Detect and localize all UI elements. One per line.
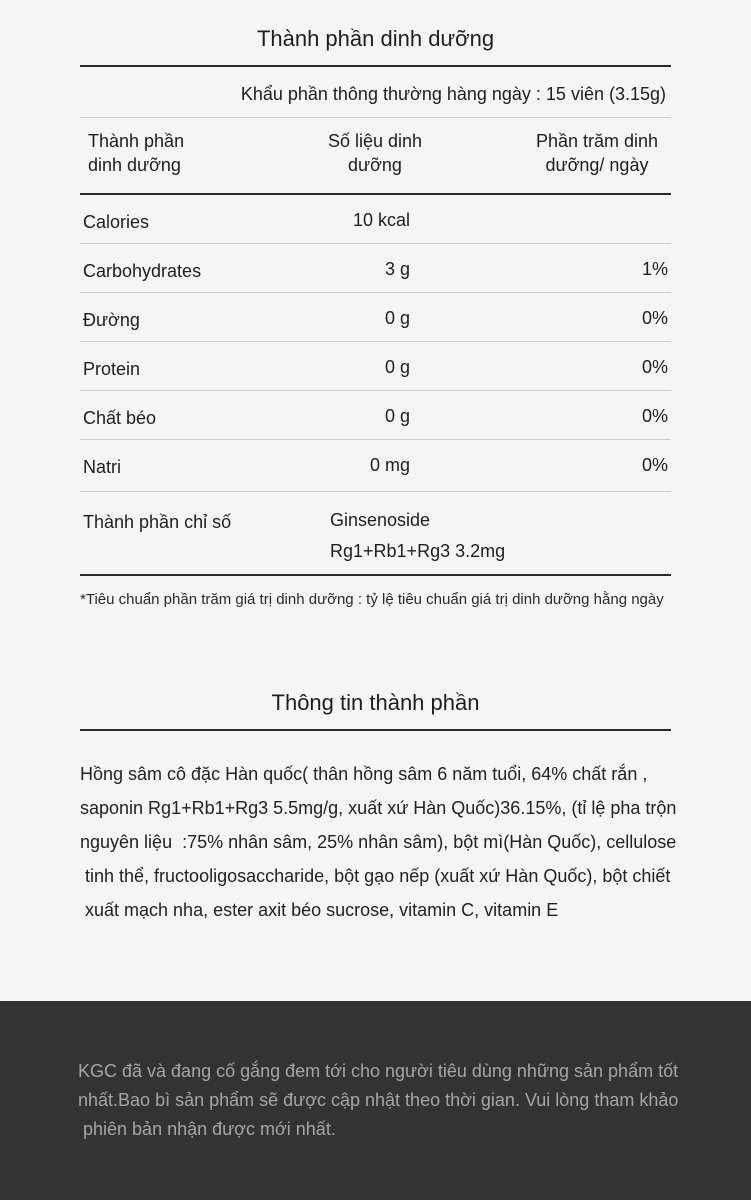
divider [80, 243, 671, 244]
row-value: 10 kcal [352, 210, 410, 230]
ingredients-title: Thông tin thành phần [271, 690, 480, 715]
ingredients-line: Hồng sâm cô đặc Hàn quốc( thân hồng sâm 6 năm tuổi, 64% chất rắn , [80, 764, 648, 784]
footer-line: nhất.Bao bì sản phẩm sẽ được cập nhật theo thời gian. Vui lòng tham khảo [78, 1090, 679, 1110]
nutrition-title: Thành phần dinh dưỡng [256, 26, 495, 51]
footer-line: KGC đã và đang cố gắng đem tới cho người tiêu dùng những sản phẩm tốt [78, 1061, 679, 1081]
row-value: 0 g [384, 308, 410, 328]
header-nutrient-line2: dinh dưỡng [88, 155, 181, 175]
divider [80, 117, 671, 118]
row-label: Carbohydrates [83, 261, 202, 281]
row-value: 0 g [384, 406, 410, 426]
table-bottom-rule [80, 574, 671, 576]
footer-notice [0, 1001, 751, 1200]
divider [80, 491, 671, 492]
row-label: Protein [83, 359, 141, 379]
row-label: Natri [83, 457, 122, 477]
ingredients-line: saponin Rg1+Rb1+Rg3 5.5mg/g, xuất xứ Hàn Quốc)36.15%, (tỉ lệ pha trộn [80, 798, 677, 818]
row-value: 0 mg [369, 455, 410, 475]
header-percent-line2: dưỡng/ ngày [545, 155, 649, 175]
divider [80, 341, 671, 342]
indicator-value-line2: Rg1+Rb1+Rg3 3.2mg [330, 541, 506, 561]
row-percent: 0% [641, 406, 668, 426]
header-nutrient [88, 129, 184, 177]
row-label: Chất béo [83, 408, 157, 428]
row-value: 0 g [384, 357, 410, 377]
header-percent [517, 129, 677, 177]
row-value: 3 g [384, 259, 410, 279]
indicator-value-line1: Ginsenoside [330, 510, 431, 530]
footer-line: phiên bản nhận được mới nhất. [78, 1119, 336, 1139]
ingredients-line: tinh thể, fructooligosaccharide, bột gạo nếp (xuất xứ Hàn Quốc), bột chiết [80, 866, 671, 886]
header-percent-line1: Phần trăm dinh [535, 131, 659, 151]
footer-text [78, 1057, 688, 1144]
row-percent: 1% [641, 259, 668, 279]
row-percent: 0% [641, 455, 668, 475]
row-label: Calories [83, 212, 150, 232]
ingredients-text [80, 757, 720, 927]
divider [80, 390, 671, 391]
table-top-rule [80, 65, 671, 67]
header-nutrient-line1: Thành phần [88, 131, 185, 151]
row-percent: 0% [641, 308, 668, 328]
ingredients-line: nguyên liệu :75% nhân sâm, 25% nhân sâm), bột mì(Hàn Quốc), cellulose [80, 832, 677, 852]
header-amount-line2: dưỡng [348, 155, 402, 175]
divider [80, 292, 671, 293]
header-amount [300, 129, 450, 177]
serving-size: Khẩu phần thông thường hàng ngày : 15 viên (3.15g) [240, 84, 666, 104]
header-amount-line1: Số liệu dinh [327, 131, 423, 151]
divider [80, 439, 671, 440]
row-percent: 0% [641, 357, 668, 377]
indicator-label: Thành phần chỉ số [83, 512, 232, 532]
header-bottom-rule [80, 193, 671, 195]
ingredients-line: xuất mạch nha, ester axit béo sucrose, vitamin C, vitamin E [80, 900, 559, 920]
row-label: Đường [83, 310, 140, 330]
footnote: *Tiêu chuẩn phần trăm giá trị dinh dưỡng : tỷ lệ tiêu chuẩn giá trị dinh dưỡng hằng ngày [80, 591, 664, 608]
ingredients-rule [80, 729, 671, 731]
